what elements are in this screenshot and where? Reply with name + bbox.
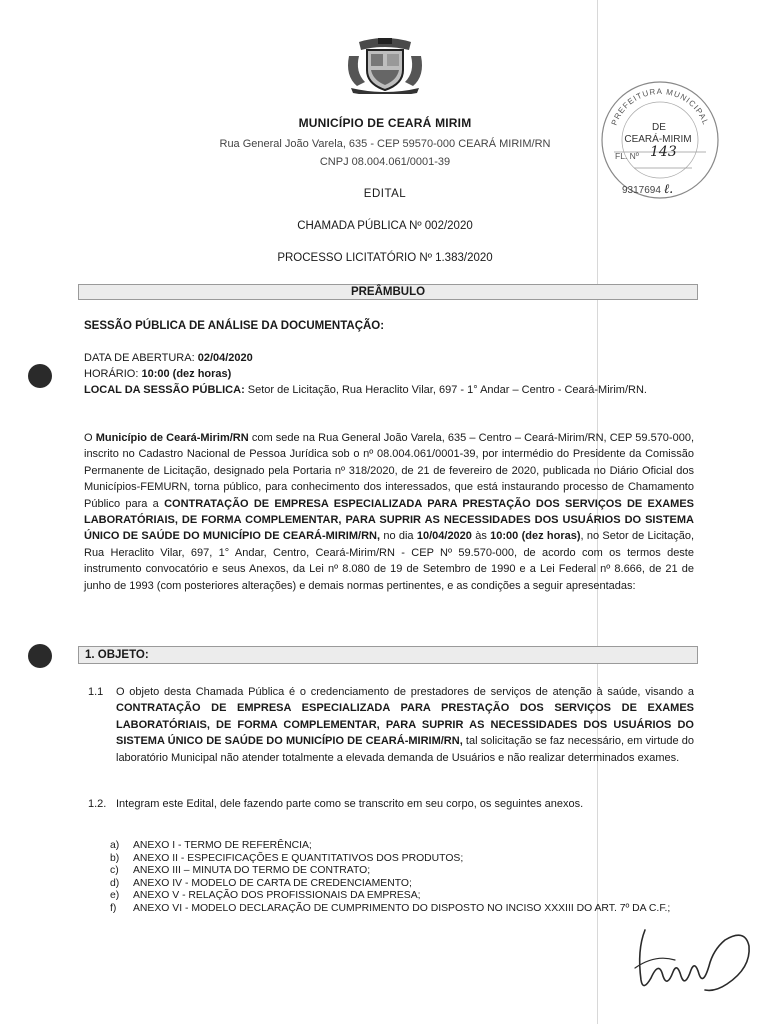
- item-1-1-text: [116, 684, 694, 766]
- opening-time: [84, 366, 694, 382]
- annex-letter: a): [110, 840, 120, 851]
- preamble-heading: PREÂMBULO: [78, 284, 698, 300]
- opening-date-value: 02/04/2020: [197, 352, 253, 364]
- list-item: [110, 865, 700, 878]
- object-heading: 1. OBJETO:: [78, 646, 698, 664]
- coat-of-arms-icon: [345, 36, 425, 94]
- item-1-1-number: 1.1: [88, 686, 104, 698]
- stamp-arc-text: PREFEITURA MUNICIPAL: [609, 86, 711, 127]
- preamble-text-4: , no Setor de Licitação, Rua Heraclito Vilar, 697, 1° Andar, Centro, Ceará-Mirim/RN - CEP Nº 59.570-000, de acordo com os termos deste instrumento convocatório e seus Anexos, da Lei nº 8.080 de 19 de Setembro de 1990 e a Lei Federal nº 8.666, de 21 de junho de 1993 (com posteriores alterações) e demais normas pertinentes, e as condições a seguir apresentadas:: [84, 530, 695, 592]
- item-1-1-text-2: tal solicitação se faz necessário, em virtude do laboratório Municipal não atender totalmente a elevada demanda de Usuários e não realizar determinados exames.: [116, 735, 694, 764]
- preamble-hour: 10:00 (dez horas): [490, 530, 581, 543]
- preamble-body: O Município de Ceará-Mirim/RN com sede na Rua General João Varela, 635 – Centro – Ceará-Mirim/RN, CEP 59.570-000, inscrito no Cadastro Nacional de Pessoa Jurídica sob o nº 08.004.061/0001-39, por intermédio do Presidente da Comissão Permanente de Licitação, designado pela Portaria nº 318/2020, de 21 de fevereiro de 2020, publicada no Diário Oficial dos Municípios-FEMURN, torna público, para conhecimento dos interessados, que está instaurando processo de Chamamento Público para a CONTRATAÇÃO DE EMPRESA ESPECIALIZADA PARA PRESTAÇÃO DOS SERVIÇOS DE EXAMES LABORATÓRIAIS, DE FORMA COMPLEMENTAR, PARA SUPRIR AS NECESSIDADES DOS USUÁRIOS DO SISTEMA ÚNICO DE SAÚDE DO MUNICÍPIO DE CEARÁ-MIRIM/RN, no dia 10/04/2020 às 10:00 (dez horas), no Setor de Licitação, Rua Heraclito Vilar, 697, 1° Andar, Centro, Ceará-Mirim/RN - CEP Nº 59.570-000, de acordo com os termos deste instrumento convocatório e seus Anexos, da Lei nº 8.080 de 19 de Setembro de 1990 e a Lei Federal nº 8.666, de 21 de junho de 1993 (com posteriores alterações) e demais normas pertinentes, e as condições a seguir apresentadas:: [84, 432, 695, 592]
- entity-name: Município de Ceará-Mirim/RN: [95, 432, 249, 444]
- annex-text: ANEXO IV - MODELO DE CARTA DE CREDENCIAMENTO;: [133, 877, 412, 889]
- handwritten-signature-icon: [615, 910, 765, 1000]
- list-item: [110, 878, 700, 891]
- list-item: [110, 840, 700, 853]
- annex-letter: e): [110, 890, 120, 902]
- preamble-date: 10/04/2020: [416, 530, 472, 543]
- annex-letter: b): [110, 852, 120, 864]
- punch-hole: [28, 644, 52, 668]
- stamp-de: DE: [652, 122, 666, 133]
- session-location-value: Setor de Licitação, Rua Heraclito Vilar, 697 - 1° Andar – Centro - Ceará-Mirim/RN.: [247, 384, 647, 396]
- stamp-registration: 9317694: [622, 185, 661, 196]
- public-call-number: CHAMADA PÚBLICA Nº 002/2020: [297, 220, 473, 232]
- annex-letter: c): [110, 865, 119, 877]
- stamp-initial: ℓ.: [663, 182, 674, 197]
- session-location-label: LOCAL DA SESSÃO PÚBLICA:: [84, 384, 245, 396]
- document-type: EDITAL: [363, 188, 407, 200]
- municipality-address: Rua General João Varela, 635 - CEP 59570-000 CEARÁ MIRIM/RN: [219, 138, 551, 150]
- opening-time-value: 10:00 (dez horas): [141, 368, 232, 380]
- item-1-2-text: Integram este Edital, dele fazendo parte como se transcrito em seu corpo, os seguintes anexos.: [116, 798, 584, 810]
- opening-date-label: DATA DE ABERTURA:: [84, 352, 195, 364]
- item-1-1-bold: CONTRATAÇÃO DE EMPRESA ESPECIALIZADA PARA PRESTAÇÃO DOS SERVIÇOS DE EXAMES LABORATÓRIAIS, DE FORMA COMPLEMENTAR, PARA SUPRIR AS NECESSIDADES DOS USUÁRIOS DO SISTEMA ÚNICO DE SAÚDE DO MUNICÍPIO DE CEARÁ-MIRIM/RN,: [116, 702, 694, 748]
- session-heading: SESSÃO PÚBLICA DE ANÁLISE DA DOCUMENTAÇÃO:: [84, 320, 385, 332]
- preamble-text-1: com sede na Rua General João Varela, 635 – Centro – Ceará-Mirim/RN, CEP 59.570-000, inscrito no Cadastro Nacional de Pessoa Jurídica sob o nº 08.004.061/0001-39, por intermédio do Presidente da Comissão Permanente de Licitação, designado pela Portaria nº 318/2020, de 21 de fevereiro de 2020, publicada no Diário Oficial dos Municípios-FEMURN, torna público, para conhecimento dos interessados, que está instaurando processo de Chamamento Público para a: [84, 432, 694, 510]
- punch-hole: [28, 364, 52, 388]
- list-item: [110, 853, 700, 866]
- annex-text: ANEXO III – MINUTA DO TERMO DE CONTRATO;: [133, 865, 371, 877]
- item-1-1-text-1: O objeto desta Chamada Pública é o credenciamento de prestadores de serviços de atenção à saúde, visando a: [116, 686, 694, 698]
- annex-text: ANEXO I - TERMO DE REFERÊNCIA;: [133, 840, 312, 851]
- annex-list: [110, 840, 700, 916]
- preamble-text-3: às: [471, 530, 491, 543]
- municipality-cnpj: CNPJ 08.004.061/0001-39: [319, 156, 451, 168]
- annex-text: ANEXO V - RELAÇÃO DOS PROFISSIONAIS DA EMPRESA;: [133, 890, 421, 902]
- opening-time-label: HORÁRIO:: [84, 368, 139, 380]
- opening-date: [84, 350, 694, 366]
- annex-letter: f): [110, 902, 117, 914]
- annex-letter: d): [110, 877, 120, 889]
- svg-text:PREFEITURA MUNICIPAL: [610, 87, 711, 127]
- stamp-bottom-number: [622, 181, 673, 197]
- process-number: PROCESSO LICITATÓRIO Nº 1.383/2020: [277, 252, 493, 264]
- annex-text: ANEXO II - ESPECIFICAÇÕES E QUANTITATIVOS DOS PRODUTOS;: [133, 852, 464, 864]
- stamp-page-number: 143: [650, 144, 677, 160]
- preamble-object: CONTRATAÇÃO DE EMPRESA ESPECIALIZADA PARA PRESTAÇÃO DOS SERVIÇOS DE EXAMES LABORATÓRIAIS, DE FORMA COMPLEMENTAR, PARA SUPRIR AS NECESSIDADES DOS USUÁRIOS DO SISTEMA ÚNICO DE SAÚDE DO MUNICÍPIO DE CEARÁ-MIRIM/RN,: [84, 497, 694, 543]
- stamp-page-label: FL. Nº: [615, 151, 639, 161]
- list-item: [110, 903, 700, 916]
- stamp-city: CEARÁ-MIRIM: [624, 134, 692, 145]
- list-item: [110, 890, 700, 903]
- preamble-text-2: no dia: [380, 530, 417, 543]
- municipality-name: MUNICÍPIO DE CEARÁ MIRIM: [298, 116, 472, 130]
- session-location: [84, 382, 694, 398]
- annex-text: ANEXO VI - MODELO DECLARAÇÃO DE CUMPRIMENTO DO DISPOSTO NO INCISO XXXIII DO ART. 7º DA C.F.;: [133, 902, 671, 914]
- item-1-2-number: 1.2.: [88, 798, 107, 810]
